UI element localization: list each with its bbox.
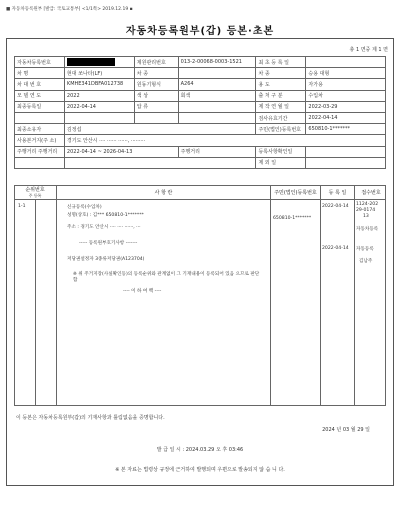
class-value: 승용 대형 xyxy=(306,68,386,79)
plate-redacted xyxy=(64,57,134,68)
jumin-value: 650810-1******* xyxy=(306,124,386,135)
engine-label: 원동기형식 xyxy=(134,79,178,90)
vehicle-info-table xyxy=(14,56,386,169)
entry-line-2: 성명(상호) : 김*** 650810-1******* xyxy=(67,213,144,218)
info-row-9 xyxy=(15,146,386,157)
right-value xyxy=(306,146,386,157)
document-title: 자동차등록원부(갑) 등본·초본 xyxy=(125,26,275,37)
plate-label: 자동차등록번호 xyxy=(15,57,65,68)
blank-a xyxy=(15,157,65,168)
office-1: 자동차등록 xyxy=(356,227,379,232)
year-value: 2022 xyxy=(64,90,134,101)
mileage-value: 2022-04-14 ~ 2026-04-13 xyxy=(64,146,178,157)
right-label-2: 제 외 일 xyxy=(256,157,306,168)
office-2: 자동등록 xyxy=(356,247,374,252)
divider xyxy=(56,200,57,405)
notice-text: ※ 본 자료는 법령상 규정에 근거하여 발행되며 우편으로 발송되지 않 습 니 다. xyxy=(115,467,285,473)
entry-line-1: 신규등록(수입차) xyxy=(67,205,102,210)
date-label: 최종등록일 xyxy=(15,101,65,112)
col-jumin-header: 주민(법인)등록번호 xyxy=(270,186,320,200)
year-label: 모 델 연 도 xyxy=(15,90,65,101)
info-row-4 xyxy=(15,90,386,101)
entry-line-6: ※ 위 주거지장(사실확인등)의 등록순위와 관계없이 그 기재내용이 등록되어 있음 으므로 판단함 xyxy=(73,272,260,283)
blank-value-2 xyxy=(134,112,178,123)
class-label-2: 차 종 xyxy=(256,68,306,79)
receipt-1: 1124-202 xyxy=(356,202,379,207)
info-row-8 xyxy=(15,135,386,146)
redaction-box xyxy=(67,58,115,66)
divider xyxy=(270,200,271,405)
owner-label: 최종소유자 xyxy=(15,124,65,135)
info-row-7 xyxy=(15,124,386,135)
blank-value-3 xyxy=(178,112,256,123)
class-label: 차 종 xyxy=(134,68,178,79)
divider xyxy=(320,200,321,405)
col-rank-label: 순위번호 xyxy=(25,187,45,193)
color-label: 색 상 xyxy=(134,90,178,101)
use-label: 용 도 xyxy=(256,79,306,90)
office-3: 김남주 xyxy=(359,259,373,264)
reg-no-label: 제원관리번호 xyxy=(134,57,178,68)
history-table xyxy=(14,199,386,406)
info-row-2 xyxy=(15,68,386,79)
certify-text: 이 등본은 자동차등록원부(갑)의 기재사항과 틀림없음을 증명합니다. xyxy=(16,415,165,421)
print-header: ■ 자동차등록원부 [발급: 국토교통부] <1/1쪽> 2019.12.19 ▪ xyxy=(6,7,133,12)
history-date-2: 2022-04-14 xyxy=(322,246,349,251)
col-receipt-header: 접수번호 xyxy=(354,186,387,200)
dealer-label: 제 작 연 월 일 xyxy=(256,101,306,112)
col-rank-header xyxy=(14,186,56,200)
owner-value: 김정섭 xyxy=(64,124,256,135)
addr-label: 사용본거지(주 소) xyxy=(15,135,65,146)
dealer-value: 2022-03-29 xyxy=(306,101,386,112)
type-value: 현대 쏘나타(LF) xyxy=(64,68,134,79)
page-number: 총 1 면중 제 1 면 xyxy=(349,47,388,53)
info-row-3 xyxy=(15,79,386,90)
blank-b xyxy=(64,157,256,168)
issue-timestamp: 발 급 일 시 : 2024.03.29 오 후 03:46 xyxy=(156,447,244,453)
date-value: 2022-04-14 xyxy=(64,101,134,112)
right-label: 등록사항확인일 xyxy=(256,146,306,157)
class-blank xyxy=(178,68,256,79)
info-row-6 xyxy=(15,112,386,123)
origin-value: 수입차 xyxy=(306,90,386,101)
info-row-5 xyxy=(15,101,386,112)
entry-line-3: 주소 : 경기도 안산시 ···· ···· ······, ··· xyxy=(67,225,141,230)
type-label: 차 명 xyxy=(15,68,65,79)
blank-value xyxy=(64,112,134,123)
entry-line-7: ---- 이 하 여 백 ---- xyxy=(123,289,162,294)
right-value-2 xyxy=(306,157,386,168)
vin-value: KMHE341DBFA012738 xyxy=(64,79,134,90)
seizure-value xyxy=(178,101,256,112)
history-header xyxy=(14,185,386,199)
engine-value: A264 xyxy=(178,79,256,90)
info-row-10 xyxy=(15,157,386,168)
seizure-label: 압 류 xyxy=(134,101,178,112)
certify-date: 2024 년 03 월 29 일 xyxy=(322,427,370,433)
inspect-label: 검사유효기간 xyxy=(256,112,306,123)
info-row-1 xyxy=(15,57,386,68)
receipt-2: 29-0174 xyxy=(356,208,376,213)
col-date-header: 등 록 일 xyxy=(320,186,354,200)
origin-label: 출 처 구 분 xyxy=(256,90,306,101)
km-label: 주행거리 xyxy=(178,146,256,157)
addr-value: 경기도 안산시 ···· ······ ······, ········· xyxy=(64,135,385,146)
first-reg-value xyxy=(306,57,386,68)
divider xyxy=(354,200,355,405)
history-jumin: 650810-1******* xyxy=(273,216,312,221)
jumin-label: 주민(법인)등록번호 xyxy=(256,124,306,135)
history-date-1: 2022-04-14 xyxy=(322,204,349,209)
entry-line-4: ----- 등록원부호기사항 ------- xyxy=(79,241,138,246)
entry-line-5: 저당권설정자 3종류저당권(A123704) xyxy=(67,257,145,262)
col-matter-header: 사 항 란 xyxy=(56,186,270,200)
rank-value: 1-1 xyxy=(18,204,26,209)
reg-no-value: 013-2-00068-0003-1521 xyxy=(178,57,256,68)
col-main-label: 주 등록 xyxy=(28,193,42,198)
divider xyxy=(35,200,36,405)
blank-label xyxy=(15,112,65,123)
receipt-3: 13 xyxy=(363,214,369,219)
color-value: 회색 xyxy=(178,90,256,101)
use-value: 자가용 xyxy=(306,79,386,90)
inspect-value: 2022-04-14 xyxy=(306,112,386,123)
mileage-label: 주행거리 주행거리 xyxy=(15,146,65,157)
vin-label: 차 대 번 호 xyxy=(15,79,65,90)
first-reg-label: 최 초 등 록 일 xyxy=(256,57,306,68)
